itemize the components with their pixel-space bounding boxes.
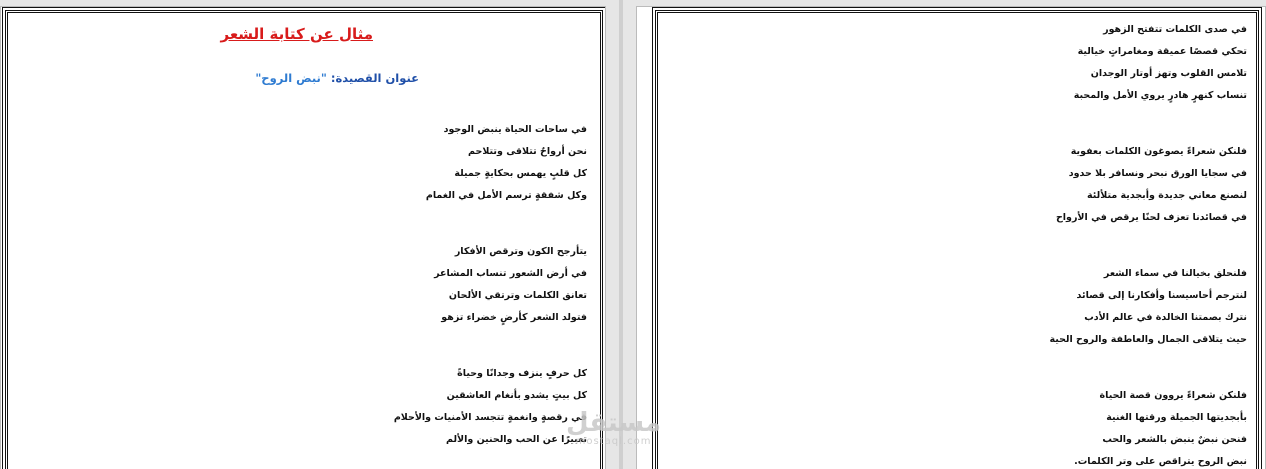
- poem-line: فلنكن شعراءً يروون قصة الحياة: [1099, 390, 1247, 401]
- stanza: [1049, 19, 1247, 107]
- poem-line: يتأرجح الكون وترقص الأفكار: [454, 246, 587, 257]
- poem-line: لنصنع معاني جديدة وأبجدية متلألئة: [1087, 190, 1247, 201]
- page-gap-divider: [612, 0, 630, 469]
- poem-body-right: [1049, 19, 1247, 469]
- stanza: [1049, 385, 1247, 469]
- poem-line: تنساب كنهرٍ هادرٍ يروي الأمل والمحبة: [1073, 90, 1247, 101]
- poem-title-label: عنوان القصيدة:: [330, 71, 419, 85]
- poem-line: لنترجم أحاسيسنا وأفكارنا إلى قصائد: [1076, 290, 1247, 301]
- poem-line: فلنكن شعراءً يصوغون الكلمات بعفوية: [1070, 146, 1247, 157]
- poem-line: كل حرفٍ ينزف وجدانًا وحياةً: [457, 368, 587, 379]
- poem-line: كل قلبٍ يهمس بحكايةٍ جميلة: [454, 168, 587, 179]
- poem-line: فلنحلق بخيالنا في سماء الشعر: [1103, 268, 1247, 279]
- poem-line: في سجايا الورق نبحر ونسافر بلا حدود: [1068, 168, 1247, 179]
- poem-line: في أرض الشعور تنساب المشاعر: [434, 268, 587, 279]
- poem-line: تحكي قصصًا عميقة ومغامراتٍ خيالية: [1077, 46, 1247, 57]
- poem-line: تعبيرًا عن الحب والحنين والألم: [446, 434, 587, 445]
- poem-line: في صدى الكلمات تتفتح الزهور: [1103, 24, 1247, 35]
- poem-line: تلامس القلوب وتهز أوتار الوجدان: [1090, 68, 1247, 79]
- watermark-latin: mostaql.com: [575, 436, 652, 447]
- document-page-left: [0, 6, 606, 469]
- poem-line: حيث يتلاقى الجمال والعاطفة والروح الحية: [1049, 334, 1247, 345]
- poem-line: في رقصةٍ وانغمةٍ تتجسد الأمنيات والأحلام: [393, 412, 587, 423]
- stanza: [394, 241, 587, 329]
- poem-line: نبض الروح يتراقص على وتر الكلمات.: [1074, 456, 1247, 467]
- watermark-logo: [566, 410, 661, 447]
- stanza: [394, 119, 587, 207]
- poem-body-left: [394, 119, 587, 451]
- watermark-arabic: مستقل: [566, 408, 662, 438]
- stanza: [394, 363, 587, 451]
- poem-line: كل بيتٍ يشدو بأنغام العاشقين: [446, 390, 587, 401]
- stanza: [1049, 263, 1247, 351]
- page-heading: مثال عن كتابة الشعر: [220, 25, 373, 43]
- poem-line: في ساحات الحياة ينبض الوجود: [443, 124, 587, 135]
- stanza: [1049, 141, 1247, 229]
- poem-line: فتولد الشعر كأرضٍ خضراء تزهو: [441, 312, 587, 323]
- poem-line: نحن أرواحٌ تتلاقى وتتلاحم: [468, 146, 587, 157]
- poem-line: تعانق الكلمات وترتقي الألحان: [448, 290, 587, 301]
- poem-line: وكل شفقةٍ ترسم الأمل في الغمام: [425, 190, 587, 201]
- poem-line: فنحن نبضٌ ينبض بالشعر والحب: [1102, 434, 1247, 445]
- poem-title: [255, 71, 419, 85]
- document-page-right: [636, 6, 1266, 469]
- poem-line: في قصائدنا تعزف لحنًا يرقص في الأرواح: [1055, 212, 1247, 223]
- poem-line: نترك بصمتنا الخالدة في عالم الأدب: [1084, 312, 1247, 323]
- scroll-gutter: [619, 0, 623, 469]
- poem-title-name: "نبض الروح": [255, 71, 327, 85]
- poem-line: بأبجديتها الجميلة ورقتها الغنية: [1106, 412, 1247, 423]
